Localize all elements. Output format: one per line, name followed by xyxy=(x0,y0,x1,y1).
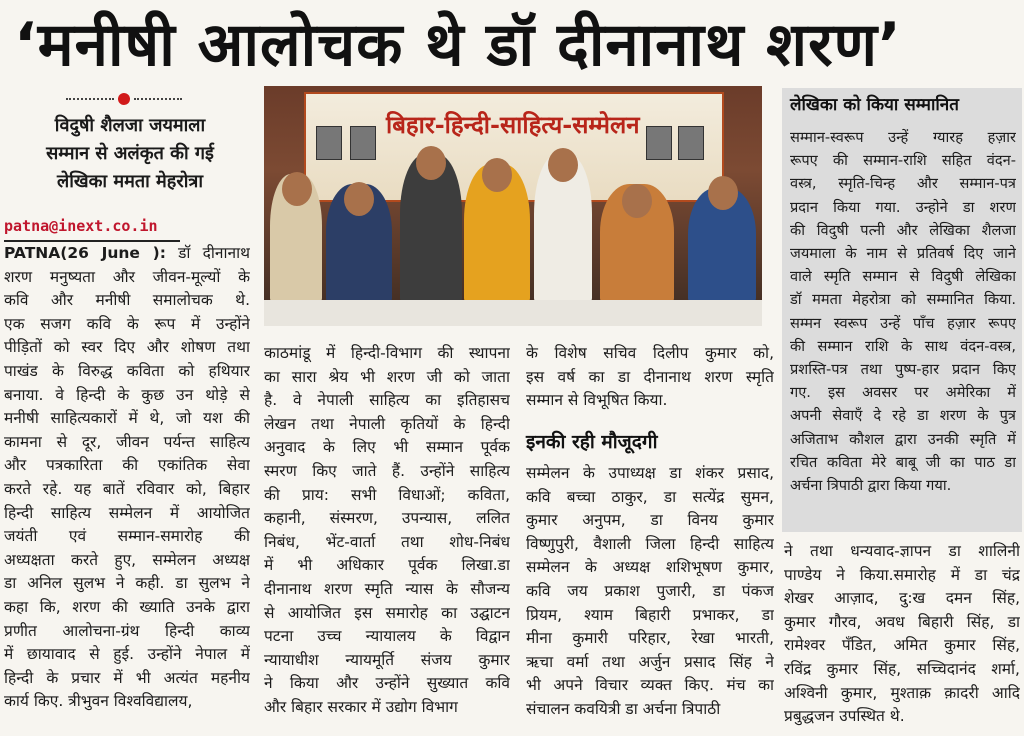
text-line: कुमार अनुपम, डा विनय कुमार xyxy=(526,511,774,530)
text-line: में भी अधिकार पूर्वक लिखा.डा xyxy=(264,556,510,575)
text-line: लेखन तथा नेपाली कृतियों के हिन्दी xyxy=(264,414,510,433)
text-line: गए. इस अवसर पर अमेरिका में xyxy=(790,384,1016,402)
headline: ‘मनीषी आलोचक थे डॉ दीनानाथ शरण’ xyxy=(14,10,902,80)
text-line: अजिताभ कौशल द्वारा उनकी स्मृति में xyxy=(790,430,1016,448)
article-column-3-continued xyxy=(526,462,774,722)
sidebar-box-body xyxy=(790,126,1016,497)
text-line: में छायावाद से हुई. उन्होंने नेपाल में xyxy=(4,645,250,664)
text-line: निबंध, भेंट-वार्ता तथा शोध-निबंध xyxy=(264,532,510,551)
text-line: शरण मनुष्यता और जीवन-मूल्यों के xyxy=(4,267,250,286)
text-line: कवि बच्चा ठाकुर, डा सत्येंद्र सुमन, xyxy=(526,487,774,506)
text-line: से आयोजित इस समारोह का उद्घाटन xyxy=(264,603,510,622)
red-dot-icon xyxy=(118,93,130,105)
text-line: के विशेष सचिव दिलीप कुमार को, xyxy=(526,344,774,362)
text-line: मीना कुमारी परिहार, रेखा भारती, xyxy=(526,629,774,648)
text-line: दीनानाथ शरण स्मृति न्यास के सौजन्य xyxy=(264,579,510,598)
text-line: अश्विनी कुमार, मुश्ताक़ क़ादरी आदि xyxy=(784,683,1020,702)
text-line: ऋचा वर्मा तथा अर्जुन प्रसाद सिंह ने xyxy=(526,652,774,671)
article-column-2 xyxy=(264,342,510,720)
event-photo xyxy=(264,86,762,326)
text-line: हिन्दी साहित्य सम्मेलन में आयोजित xyxy=(4,503,250,522)
section-heading: इनकी रही मौजूदगी xyxy=(526,431,658,453)
text-line: स्मरण किए जाते हैं. उन्होंने साहित्य xyxy=(264,461,510,480)
text-line: रचित कविता मेरे बाबू जी का पाठ डा xyxy=(790,453,1016,471)
text-line: काठमांडू में हिन्दी-विभाग की स्थापना xyxy=(264,344,510,362)
text-line: वाले स्मृति सम्मान से विदुषी लेखिका xyxy=(790,268,1016,286)
text-line: सम्मेलन के उपाध्यक्ष डा शंकर प्रसाद, xyxy=(526,464,774,482)
text-line: प्रियम, श्याम बिहारी प्रभाकर, डा xyxy=(526,605,774,624)
text-line: रूपए की सम्मान-राशि सहित वंदन- xyxy=(790,152,1016,170)
text-line: पाण्डेय ने किया.समारोह में डा चंद्र xyxy=(784,565,1020,584)
text-line: अनुवाद के लिए भी सम्मान पूर्वक xyxy=(264,438,510,457)
text-line: डॉ ममता मेहरोत्रा को सम्मानित किया. xyxy=(790,291,1016,309)
text-line: अध्यक्षता करते हुए, सम्मेलन अध्यक्ष xyxy=(4,550,250,569)
text-line: सम्मान-स्वरूप उन्हें ग्यारह हज़ार xyxy=(790,129,1016,146)
text-line: की प्राय: सभी विधाओं; कविता, xyxy=(264,485,510,504)
text-line: एक सजग कवि के रूप में उन्होंने xyxy=(4,314,250,333)
text-line: सम्मेलन के अध्यक्ष शशिभूषण कुमार, xyxy=(526,558,774,577)
text-line: प्रणीत आलोचना-ग्रंथ हिन्दी काव्य xyxy=(4,621,250,640)
text-line: कवि और मनीषी समालोचक थे. xyxy=(4,291,250,310)
text-line: सम्मन स्वरूप उन्हें पाँच हज़ार रूपए xyxy=(790,314,1016,332)
text-line: है. वे नेपाली साहित्य का इतिहासच xyxy=(264,391,510,410)
article-column-4 xyxy=(784,540,1020,729)
text-line: हिन्दी के प्रचार में भी अत्यंत महनीय xyxy=(4,668,250,687)
text-line: की सम्मान राशि के साथ वंदन-वस्त्र, xyxy=(790,337,1016,355)
text-line: प्रशस्ति-पत्र तथा पुष्प-हार प्रदान किए xyxy=(790,361,1016,379)
text-line: जयमाला के नाम से प्रतिवर्ष दिए जाने xyxy=(790,245,1016,263)
photo-banner-text: बिहार-हिन्दी-साहित्य-सम्मेलन xyxy=(386,110,640,139)
text-line: डा अनिल सुलभ ने कही. डा सुलभ ने xyxy=(4,574,250,593)
divider-ornament xyxy=(66,92,186,106)
text-line: प्रबुद्धजन उपस्थित थे. xyxy=(784,707,905,726)
text-line: अपनी सेवाएँ दे रहे डा शरण के पुत्र xyxy=(790,407,1016,425)
text-line: और पत्रकारिता की एकांतिक सेवा xyxy=(4,456,250,475)
photo-table xyxy=(264,300,762,326)
sidebar-box-title: लेखिका को किया सम्मानित xyxy=(790,95,959,115)
sidebar-box xyxy=(782,88,1022,532)
text-line: वस्त्र, स्मृति-चिन्ह और सम्मान-पत्र xyxy=(790,175,1016,193)
text-line: ने किया और उन्होंने सुख्यात कवि xyxy=(264,674,510,693)
text-line: रामेश्वर पँडित, अमित कुमार सिंह, xyxy=(784,636,1020,655)
subheadline: विदुषी शैलजा जयमाला सम्मान से अलंकृत की गई लेखिका ममता मेहरोत्रा xyxy=(46,115,214,192)
text-line: कार्य किए. त्रीभुवन विश्वविद्यालय, xyxy=(4,692,193,711)
text-line: PATNA(26 June ): डॉ दीनानाथ xyxy=(4,244,250,262)
text-line: शेखर आज़ाद, दु:ख दमन सिंह, xyxy=(784,589,1020,608)
text-line: करते रहे. यह बातें रविवार को, बिहार xyxy=(4,479,250,498)
text-line: और बिहार सरकार में उद्योग विभाग xyxy=(264,697,458,716)
text-line: न्यायाधीश न्यायमूर्ति संजय कुमार xyxy=(264,650,510,669)
text-line: कवि जय प्रकाश पुजारी, डा पंकज xyxy=(526,581,774,600)
text-line: कहा कि, शरण की ख्याति उनके द्वारा xyxy=(4,597,250,616)
text-line: कहानी, संस्मरण, उपन्यास, ललित xyxy=(264,509,510,528)
text-line: इस वर्ष का डा दीनानाथ शरण स्मृति xyxy=(526,367,774,386)
text-line: भी अपने विचार व्यक्त किए. मंच का xyxy=(526,676,774,695)
text-line: पटना उच्च न्यायालय के विद्वान xyxy=(264,627,510,646)
text-line: पीड़ितों को स्वर दिए और शोषण तथा xyxy=(4,338,250,357)
text-line: पाखंड के विरुद्ध कविता को हथियार xyxy=(4,361,250,380)
text-line: जयंती एवं सम्मान-समारोह की xyxy=(4,527,250,546)
text-line: बनाया. वे हिन्दी के कुछ उन थोड़े से xyxy=(4,385,250,404)
article-column-3 xyxy=(526,342,774,413)
text-line: रविंद्र कुमार सिंह, सच्चिदानंद शर्मा, xyxy=(784,659,1020,678)
text-line: का सारा श्रेय भी शरण जी को जाता xyxy=(264,367,510,386)
text-line: मनीषी साहित्यकारों में थे, जो यश की xyxy=(4,409,250,428)
text-line: कुमार गौरव, अवध बिहारी सिंह, डा xyxy=(784,612,1020,631)
email-link[interactable]: patna@inext.co.in xyxy=(4,217,158,235)
text-line: संचालन कवयित्री डा अर्चना त्रिपाठी xyxy=(526,699,721,718)
text-line: विष्णुपुरी, वैशाली जिला हिन्दी साहित्य xyxy=(526,534,774,553)
article-column-1 xyxy=(4,242,250,714)
text-line: अर्चना त्रिपाठी द्वारा किया गया. xyxy=(790,477,952,495)
text-line: ने तथा धन्यवाद-ज्ञापन डा शालिनी xyxy=(784,542,1020,560)
text-line: प्रदान किया गया. उन्होने डा शरण xyxy=(790,198,1016,216)
text-line: सम्मान से विभूषित किया. xyxy=(526,391,668,410)
text-line: की विदुषी पत्नी और लेखिका शैलजा xyxy=(790,221,1016,239)
text-line: कामना से दूर, जीवन पर्यन्त साहित्य xyxy=(4,432,250,451)
